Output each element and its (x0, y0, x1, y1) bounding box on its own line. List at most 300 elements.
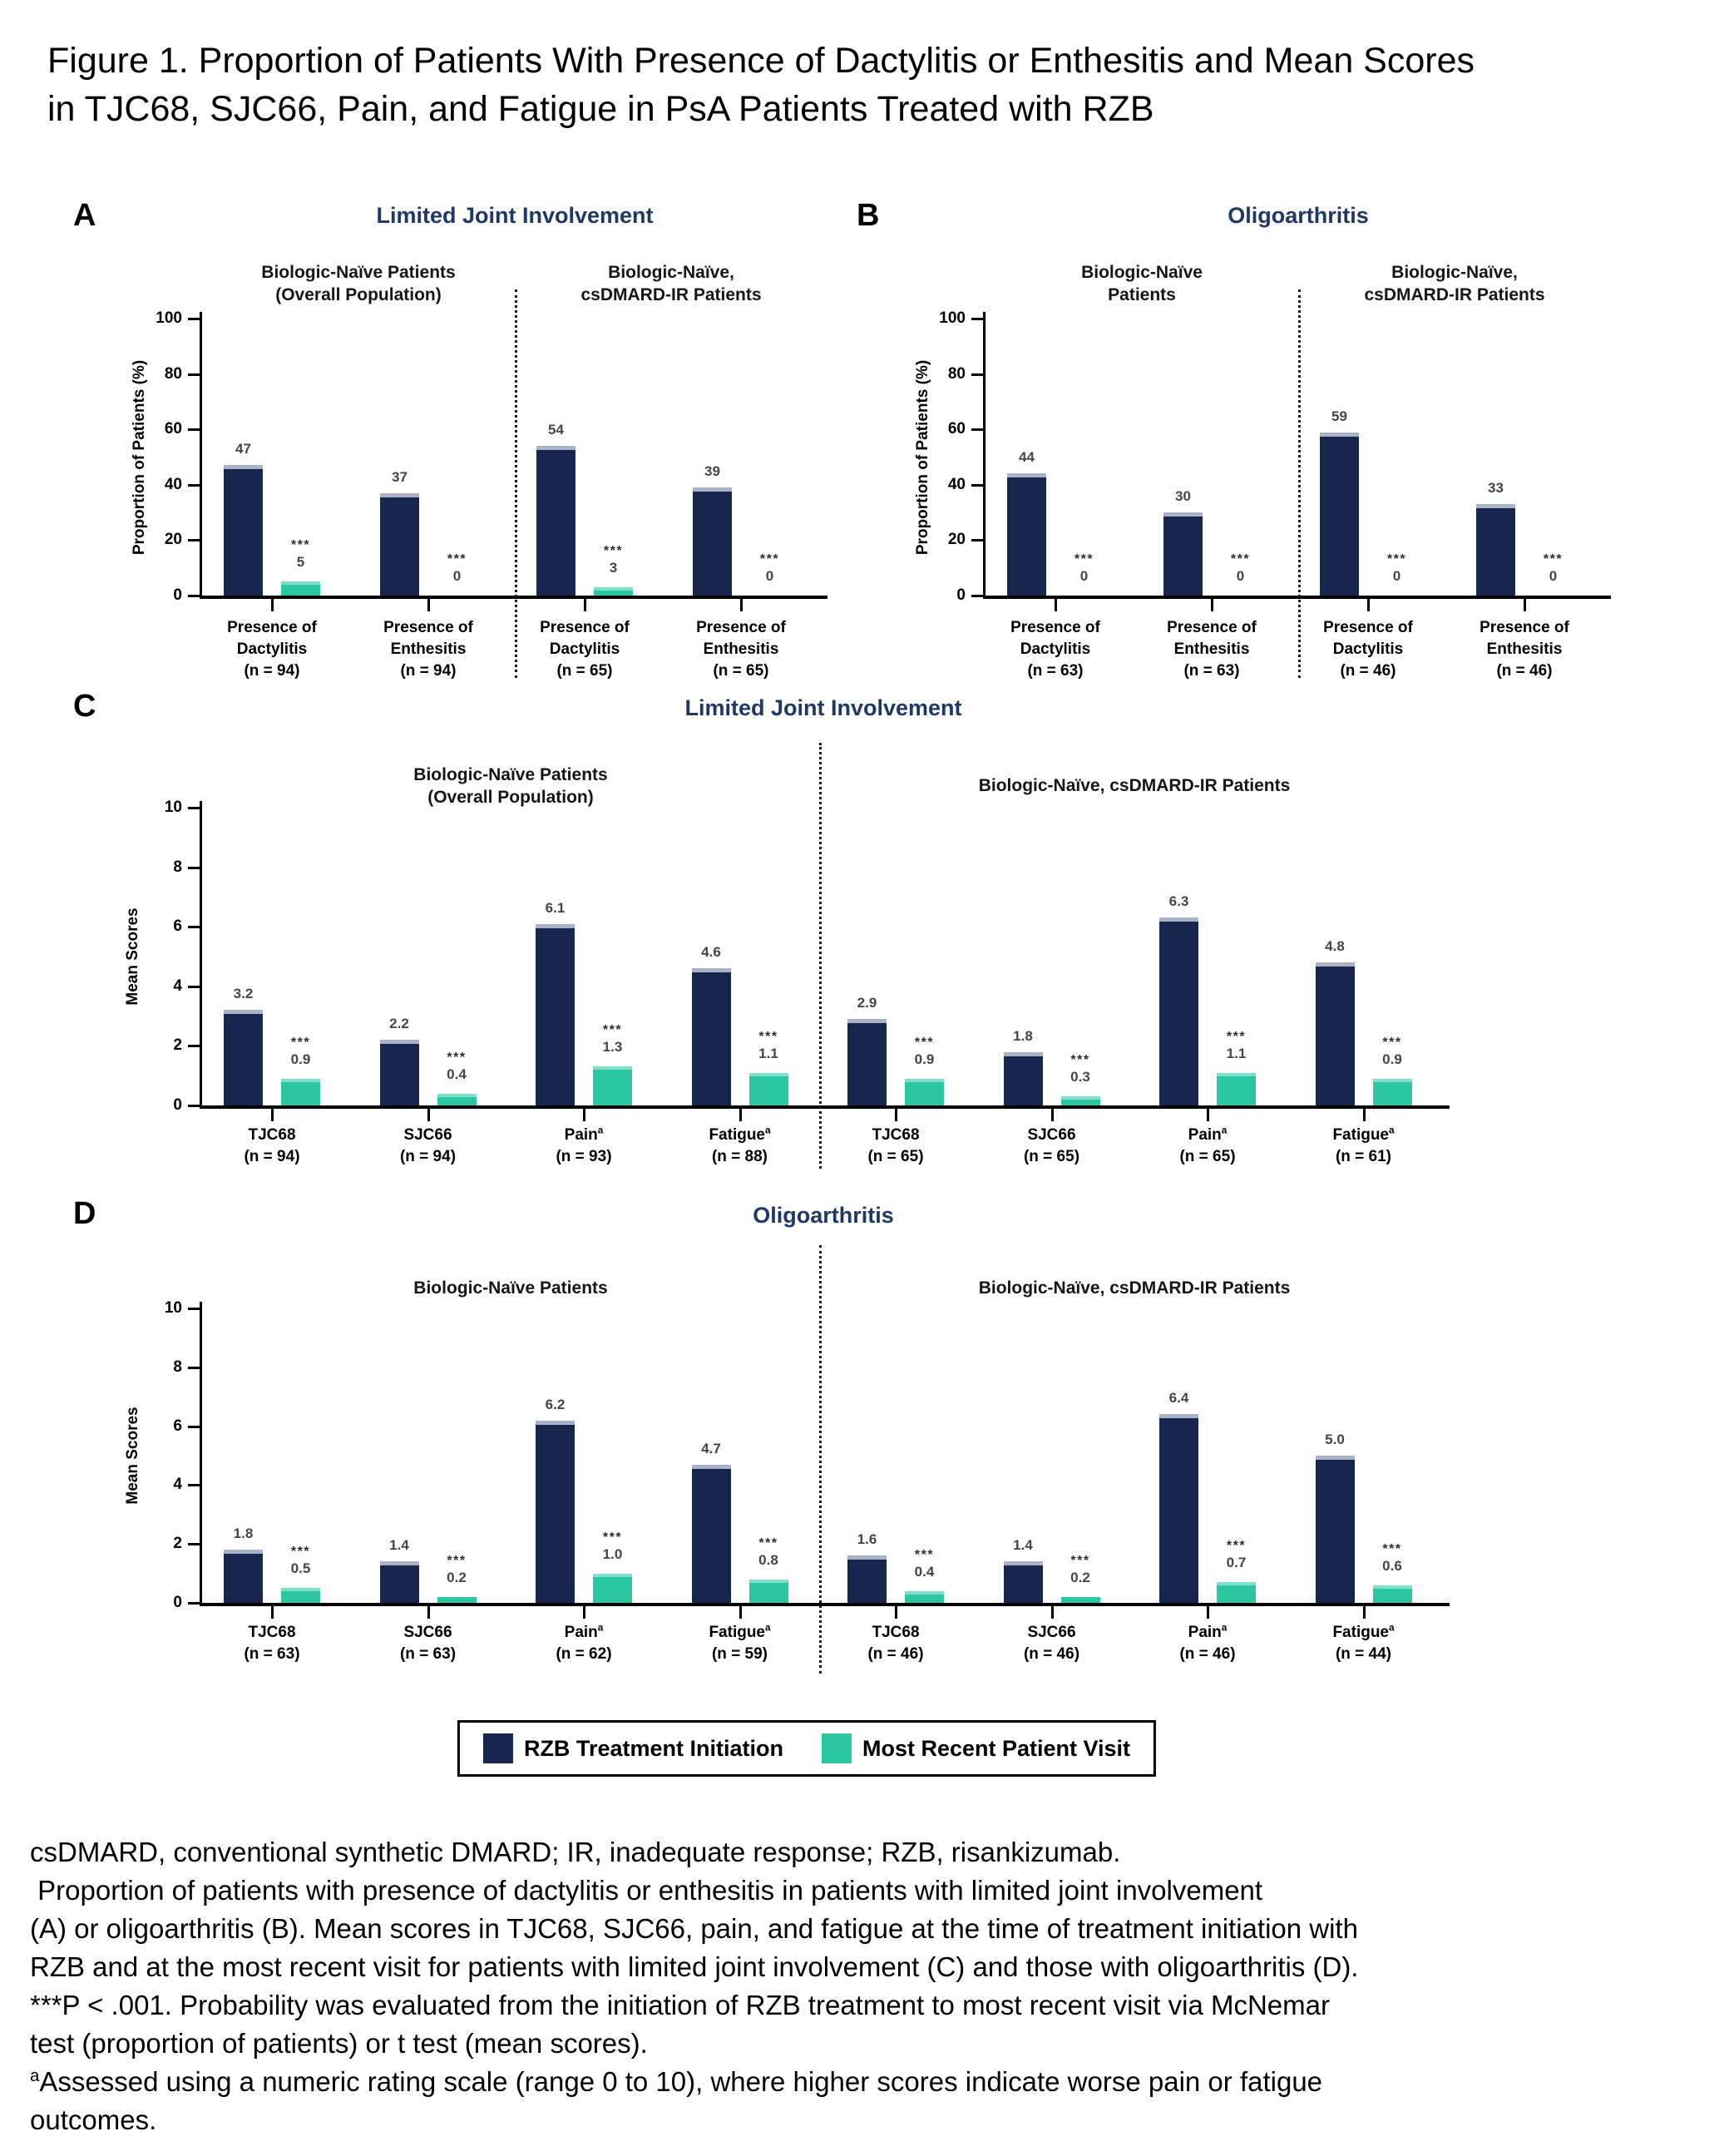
x-category-label-line: Dactylitis (236, 640, 308, 658)
x-category-label-line: Fatigue$^a$ (709, 1125, 771, 1144)
bar-value-label (1231, 552, 1250, 586)
subgroup-header-line: (Overall Population) (275, 285, 442, 304)
x-category-label-line: SJC66 (1027, 1624, 1076, 1641)
legend-box (457, 1720, 1156, 1777)
y-axis-title: Proportion of Patients (%) (914, 359, 931, 555)
x-category-n-label: (n = 46) (1023, 1645, 1080, 1663)
legend-label-recent: Most Recent Patient Visit (862, 1735, 1131, 1761)
footnote-line: $^a$Assessed using a numeric rating scale (range 0 to 10), where higher scores indicate worse pain or fatigue (30, 2066, 1323, 2097)
bar-most-recent-patient-visit (1373, 1079, 1412, 1105)
y-tick-label: 20 (164, 531, 182, 549)
bar-value-text: 0.3 (1070, 1069, 1090, 1085)
significance-label: *** (1230, 552, 1251, 566)
bar-rzb-treatment-initiation (224, 1010, 263, 1105)
x-category-label-line: Dactylitis (1020, 640, 1091, 658)
y-tick-mark (188, 539, 200, 541)
subgroup-header-line: Biologic-Naïve, csDMARD-IR Patients (978, 1278, 1291, 1298)
y-tick-label: 80 (947, 364, 966, 383)
bar-value-label: 6.4 (1168, 1390, 1189, 1407)
y-tick-mark (188, 595, 200, 597)
bar-rzb-treatment-initiation (224, 1550, 263, 1603)
y-tick-label: 2 (173, 1036, 182, 1055)
y-tick-mark (188, 1602, 200, 1605)
x-category-n-label: (n = 46) (1496, 662, 1553, 680)
x-category-label-line: TJC68 (248, 1624, 296, 1641)
x-category-n-label: (n = 65) (1179, 1148, 1236, 1165)
y-tick-label: 40 (947, 475, 966, 493)
y-tick-mark (188, 1045, 200, 1047)
y-tick-label: 10 (164, 799, 182, 816)
bar-value-text: 0.9 (914, 1051, 935, 1067)
x-tick-mark (427, 1606, 430, 1619)
bar-value-label: 1.4 (389, 1537, 409, 1554)
subgroup-header (580, 261, 761, 306)
bar-most-recent-patient-visit (593, 1066, 632, 1105)
x-category-label-line: TJC68 (872, 1126, 920, 1144)
x-category-label (709, 1622, 770, 1665)
y-tick-mark (188, 373, 200, 376)
x-tick-mark (895, 1109, 897, 1121)
x-category-label-line: Fatigue$^a$ (709, 1622, 771, 1641)
bar-most-recent-patient-visit (281, 1588, 320, 1603)
y-tick-mark (188, 1426, 200, 1428)
bar-value-label (1227, 1030, 1247, 1063)
x-category-label (1332, 1125, 1394, 1168)
x-category-label (556, 1125, 611, 1168)
y-tick-label: 0 (173, 586, 182, 604)
significance-label: *** (447, 1050, 467, 1065)
x-tick-mark (739, 1606, 742, 1619)
bar-value-text: 0.5 (290, 1560, 311, 1577)
y-tick-label: 8 (173, 858, 182, 876)
bar-value-label (1382, 1542, 1402, 1575)
y-tick-mark (188, 1308, 200, 1310)
x-category-label (1480, 617, 1569, 682)
bar-rzb-treatment-initiation (847, 1555, 887, 1603)
y-tick-label: 100 (156, 309, 182, 327)
subgroup-header-line: Biologic-Naïve Patients (413, 765, 608, 784)
bar-most-recent-patient-visit (1061, 1597, 1100, 1603)
bar-value-label: 44 (1019, 449, 1035, 466)
bar-rzb-treatment-initiation (224, 465, 263, 596)
x-category-superscript: a (1389, 1125, 1395, 1136)
bar-rzb-treatment-initiation (847, 1019, 887, 1105)
subgroup-header-line: Biologic-Naïve, csDMARD-IR Patients (978, 776, 1291, 795)
y-tick-label: 0 (173, 1594, 182, 1611)
bar-most-recent-patient-visit (905, 1591, 944, 1603)
bar-most-recent-patient-visit (1061, 1096, 1100, 1105)
y-tick-mark (188, 1543, 200, 1545)
bar-rzb-treatment-initiation (692, 968, 731, 1105)
bar-value-label (603, 1530, 623, 1564)
significance-label: *** (758, 1029, 778, 1044)
bar-value-text: 0 (765, 568, 774, 584)
y-tick-label: 80 (164, 364, 182, 383)
bar-most-recent-patient-visit (281, 581, 320, 596)
subgroup-header (413, 1277, 607, 1299)
x-category-label-line: Fatigue$^a$ (1332, 1622, 1395, 1641)
x-tick-mark (740, 599, 743, 611)
panel-letter-B: B (857, 198, 880, 233)
bar-rzb-treatment-initiation (536, 446, 576, 596)
significance-label: *** (914, 1547, 935, 1562)
x-category-label-line: Presence of (1167, 619, 1257, 636)
y-tick-label: 40 (164, 475, 182, 493)
bar-most-recent-patient-visit (749, 1073, 788, 1105)
bar-value-text: 0 (452, 568, 462, 584)
subgroup-header-line: csDMARD-IR Patients (1364, 285, 1545, 304)
bar-rzb-treatment-initiation (1007, 473, 1046, 596)
subgroup-header (979, 774, 1291, 797)
legend-label-rzb: RZB Treatment Initiation (523, 1735, 783, 1761)
bar-value-text: 0.6 (1382, 1557, 1402, 1574)
x-category-superscript: a (1221, 1622, 1228, 1634)
bar-most-recent-patient-visit (437, 1094, 477, 1105)
x-category-superscript: a (597, 1125, 604, 1136)
bar-value-label: 4.8 (1325, 938, 1345, 955)
bar-value-text: 0.4 (447, 1066, 467, 1082)
x-category-n-label: (n = 94) (399, 1148, 457, 1165)
x-tick-mark (271, 1606, 274, 1619)
x-category-label-line: Pain$^a$ (1188, 1125, 1228, 1144)
x-tick-mark (1051, 1606, 1054, 1619)
bar-value-label: 2.9 (857, 995, 877, 1011)
x-category-label-line: Presence of (1480, 619, 1569, 636)
x-tick-mark (271, 1109, 274, 1121)
y-tick-mark (971, 428, 983, 431)
bar-rzb-treatment-initiation (1159, 917, 1198, 1105)
bar-value-label: 1.8 (233, 1526, 254, 1542)
footnote-line: csDMARD, conventional synthetic DMARD; IR, inadequate response; RZB, risankizumab. (30, 1837, 1121, 1867)
x-tick-mark (427, 599, 430, 611)
x-category-label-line: SJC66 (403, 1624, 452, 1641)
significance-label: *** (447, 552, 467, 566)
x-tick-mark (1211, 599, 1213, 611)
bar-value-label: 47 (235, 441, 251, 457)
y-axis-title: Mean Scores (124, 907, 141, 1006)
bar-value-label (1227, 1539, 1247, 1572)
x-category-label-line: Presence of (1010, 619, 1100, 636)
y-tick-mark (971, 539, 983, 541)
footnote-line: ***P < .001. Probability was evaluated from the initiation of RZB treatment to most recent visit via McNemar (30, 1990, 1330, 2020)
x-axis-line (200, 1603, 1450, 1606)
bar-value-label (1070, 1554, 1090, 1587)
x-category-label (556, 1622, 611, 1665)
bar-value-text: 1.0 (602, 1545, 623, 1562)
significance-label: *** (1386, 552, 1407, 566)
x-category-n-label: (n = 46) (867, 1645, 924, 1663)
significance-label: *** (1382, 1541, 1402, 1556)
x-category-label-line: Pain$^a$ (564, 1622, 604, 1641)
significance-label: *** (1382, 1035, 1402, 1050)
bar-value-text: 0.7 (1226, 1555, 1247, 1571)
bar-value-label (604, 544, 623, 577)
bar-value-text: 1.1 (758, 1045, 778, 1061)
x-category-label-line: SJC66 (403, 1126, 452, 1144)
y-tick-mark (971, 318, 983, 320)
subgroup-divider-dotted-line (819, 1245, 822, 1674)
significance-label: *** (1070, 1053, 1090, 1068)
y-tick-label: 6 (173, 1417, 182, 1435)
bar-value-label: 5.0 (1325, 1432, 1345, 1447)
bar-most-recent-patient-visit (437, 1597, 477, 1603)
bar-value-label (1070, 1053, 1090, 1086)
significance-label: *** (1070, 1553, 1090, 1568)
bar-value-label: 1.6 (857, 1531, 877, 1548)
bar-most-recent-patient-visit (281, 1079, 320, 1105)
x-category-n-label: (n = 93) (556, 1148, 612, 1165)
x-category-label (383, 617, 473, 682)
y-tick-label: 8 (173, 1357, 182, 1376)
footnote-line: outcomes. (30, 2104, 157, 2135)
y-axis-line (200, 801, 202, 1109)
x-category-n-label: (n = 63) (399, 1645, 457, 1663)
x-axis-line (200, 1105, 1450, 1109)
x-category-n-label: (n = 44) (1335, 1645, 1392, 1663)
y-tick-mark (188, 926, 200, 928)
bar-value-text: 0.2 (447, 1569, 467, 1585)
bar-rzb-treatment-initiation (1159, 1414, 1198, 1603)
bar-value-label (1074, 552, 1094, 586)
significance-label: *** (1074, 552, 1094, 566)
bar-value-label: 6.3 (1168, 893, 1189, 910)
x-tick-mark (895, 1606, 897, 1619)
x-category-label-line: Presence of (696, 619, 786, 636)
subgroup-header-line: Biologic-Naïve, (608, 263, 734, 282)
x-category-label-line: SJC66 (1027, 1126, 1076, 1144)
y-axis-title: Proportion of Patients (%) (131, 359, 148, 555)
significance-label: *** (447, 1553, 467, 1568)
y-tick-label: 20 (947, 531, 966, 549)
bar-most-recent-patient-visit (594, 587, 633, 596)
x-category-n-label: (n = 94) (244, 662, 300, 680)
bar-value-label: 3.2 (233, 986, 254, 1002)
y-axis-line (200, 312, 202, 599)
significance-label: *** (914, 1035, 935, 1050)
bar-rzb-treatment-initiation (380, 1040, 419, 1105)
x-axis-line (983, 596, 1611, 599)
bar-value-text: 0 (1079, 568, 1089, 584)
bar-value-label (760, 552, 779, 586)
bar-rzb-treatment-initiation (693, 487, 732, 596)
y-axis-line (983, 312, 986, 599)
y-tick-mark (188, 428, 200, 431)
bar-value-label: 4.7 (701, 1440, 721, 1456)
footnote-line: (A) or oligoarthritis (B). Mean scores in TJC68, SJC66, pain, and fatigue at the time of treatment initiation with (30, 1913, 1358, 1944)
x-category-label-line: Presence of (383, 619, 473, 636)
x-category-label-line: TJC68 (248, 1126, 296, 1144)
significance-label: *** (603, 544, 624, 558)
bar-value-label: 1.4 (1013, 1537, 1033, 1554)
x-category-label-line: Dactylitis (1332, 640, 1404, 658)
bar-rzb-treatment-initiation (380, 493, 419, 596)
bar-value-label (758, 1030, 778, 1063)
x-category-label (1179, 1125, 1235, 1168)
x-category-superscript: a (765, 1622, 771, 1634)
bar-value-text: 0.8 (758, 1551, 778, 1568)
x-category-n-label: (n = 61) (1335, 1148, 1392, 1165)
panel-title: Oligoarthritis (1228, 203, 1369, 228)
x-tick-mark (1207, 1109, 1209, 1121)
panel-letter-D: D (73, 1196, 96, 1231)
bar-rzb-treatment-initiation (692, 1465, 731, 1603)
bar-value-label: 30 (1175, 488, 1191, 505)
x-category-n-label: (n = 94) (400, 662, 457, 680)
subgroup-header-line: Biologic-Naïve Patients (413, 1278, 608, 1298)
x-category-label (696, 617, 786, 682)
footnote-line: Proportion of patients with presence of dactylitis or enthesitis in patients with limited joint involvement (30, 1875, 1263, 1906)
bar-rzb-treatment-initiation (380, 1561, 419, 1603)
y-tick-label: 0 (956, 586, 966, 604)
bar-value-label (291, 1036, 311, 1069)
bar-value-label: 33 (1488, 480, 1504, 497)
x-category-label-line: Enthesitis (1173, 640, 1250, 658)
bar-value-label (291, 1545, 311, 1578)
x-category-label (1010, 617, 1100, 682)
x-category-superscript: a (597, 1622, 604, 1634)
x-category-label (400, 1125, 456, 1168)
x-category-label-line: Dactylitis (549, 640, 620, 658)
bar-value-text: 0.4 (914, 1563, 935, 1580)
bar-value-text: 1.3 (602, 1039, 623, 1056)
bar-value-label (603, 1023, 623, 1056)
bar-rzb-treatment-initiation (536, 1421, 575, 1603)
y-tick-mark (188, 986, 200, 988)
footnote-line: test (proportion of patients) or t test (mean scores). (30, 2028, 648, 2059)
y-tick-mark (188, 1484, 200, 1486)
x-category-label (1323, 617, 1413, 682)
y-tick-label: 0 (173, 1096, 182, 1114)
panel-title: Limited Joint Involvement (684, 695, 962, 720)
x-category-label (1024, 1125, 1079, 1168)
subgroup-header-line: csDMARD-IR Patients (580, 285, 762, 304)
bar-value-label: 37 (392, 468, 408, 485)
y-axis-title: Mean Scores (124, 1407, 141, 1505)
footnotes (30, 1833, 1710, 2139)
x-category-label (244, 1622, 299, 1665)
bar-value-label: 39 (704, 463, 720, 480)
subgroup-header (979, 1277, 1291, 1299)
bar-rzb-treatment-initiation (1316, 962, 1355, 1105)
x-category-label (867, 1622, 923, 1665)
y-tick-label: 60 (164, 420, 182, 438)
x-category-superscript: a (765, 1125, 771, 1136)
panel-title: Limited Joint Involvement (376, 203, 654, 228)
x-category-superscript: a (1221, 1125, 1228, 1136)
x-category-label (540, 617, 630, 682)
x-category-label (1179, 1622, 1235, 1665)
bar-most-recent-patient-visit (1373, 1585, 1412, 1603)
significance-label: *** (1226, 1539, 1247, 1554)
bar-value-label: 54 (548, 422, 564, 438)
x-category-label (867, 1125, 923, 1168)
bar-most-recent-patient-visit (905, 1079, 944, 1105)
bar-most-recent-patient-visit (749, 1580, 788, 1603)
bar-most-recent-patient-visit (1217, 1073, 1256, 1105)
significance-label: *** (290, 1035, 311, 1050)
bar-value-label: 1.8 (1013, 1027, 1033, 1044)
bar-value-label (447, 552, 467, 586)
bar-value-label (1387, 552, 1406, 586)
y-tick-label: 60 (947, 420, 966, 438)
x-category-label (709, 1125, 770, 1168)
subgroup-header (1081, 261, 1203, 306)
y-tick-mark (188, 807, 200, 809)
x-category-label-line: Fatigue$^a$ (1332, 1125, 1395, 1144)
significance-label: *** (602, 1023, 623, 1038)
y-tick-mark (188, 484, 200, 487)
subgroup-header (261, 261, 455, 306)
bar-value-label (915, 1548, 935, 1581)
x-category-n-label: (n = 65) (1023, 1148, 1080, 1165)
x-category-n-label: (n = 88) (711, 1148, 768, 1165)
bar-value-text: 0 (1392, 568, 1401, 584)
x-category-n-label: (n = 65) (867, 1148, 924, 1165)
x-tick-mark (584, 599, 586, 611)
panel-title: Oligoarthritis (753, 1203, 894, 1228)
legend-item-recent (822, 1733, 1130, 1763)
bar-value-text: 0.9 (1382, 1051, 1402, 1067)
subgroup-header-line: Biologic-Naïve, (1391, 263, 1518, 282)
x-tick-mark (583, 1109, 585, 1121)
figure-title-line-2: in TJC68, SJC66, Pain, and Fatigue in PsA Patients Treated with RZB (47, 89, 1154, 129)
x-tick-mark (271, 599, 274, 611)
bar-value-label (447, 1051, 467, 1084)
y-tick-label: 100 (939, 309, 966, 327)
bar-rzb-treatment-initiation (1320, 433, 1359, 596)
subgroup-header (1364, 261, 1544, 306)
x-tick-mark (1051, 1109, 1054, 1121)
subgroup-header-line: Patients (1108, 285, 1176, 304)
subgroup-header-line: (Overall Population) (427, 788, 594, 807)
x-category-superscript: a (1389, 1622, 1395, 1634)
bar-value-text: 0 (1236, 568, 1245, 584)
y-axis-line (200, 1302, 202, 1606)
bar-value-label: 6.2 (545, 1396, 566, 1412)
x-category-label-line: Enthesitis (1486, 640, 1563, 658)
x-tick-mark (427, 1109, 430, 1121)
bar-value-label (758, 1536, 778, 1570)
x-category-label-line: Enthesitis (390, 640, 467, 658)
x-category-n-label: (n = 59) (711, 1645, 768, 1663)
x-axis-line (200, 596, 827, 599)
footnote-line: RZB and at the most recent visit for patients with limited joint involvement (C) and those with oligoarthritis (D). (30, 1951, 1359, 1982)
y-tick-mark (188, 318, 200, 320)
x-tick-mark (1055, 599, 1057, 611)
y-tick-mark (971, 595, 983, 597)
bar-value-label: 59 (1331, 408, 1347, 424)
y-tick-mark (188, 1105, 200, 1107)
x-category-label (227, 617, 317, 682)
y-tick-mark (188, 1367, 200, 1369)
significance-label: *** (1543, 552, 1564, 566)
x-category-label (1332, 1622, 1394, 1665)
x-tick-mark (1524, 599, 1526, 611)
x-category-label-line: Pain$^a$ (1188, 1622, 1228, 1641)
subgroup-header-line: Biologic-Naïve (1081, 263, 1203, 282)
bar-value-label (915, 1036, 935, 1069)
figure-title (47, 37, 1475, 133)
panel-letter-C: C (73, 689, 96, 724)
y-tick-label: 10 (164, 1299, 182, 1317)
x-category-n-label: (n = 62) (556, 1645, 612, 1663)
x-tick-mark (583, 1606, 585, 1619)
legend-item-rzb (483, 1733, 783, 1763)
bar-rzb-treatment-initiation (1163, 512, 1203, 596)
y-tick-label: 4 (173, 977, 182, 995)
bar-value-text: 1.1 (1226, 1045, 1247, 1061)
subgroup-divider-dotted-line (515, 289, 517, 678)
